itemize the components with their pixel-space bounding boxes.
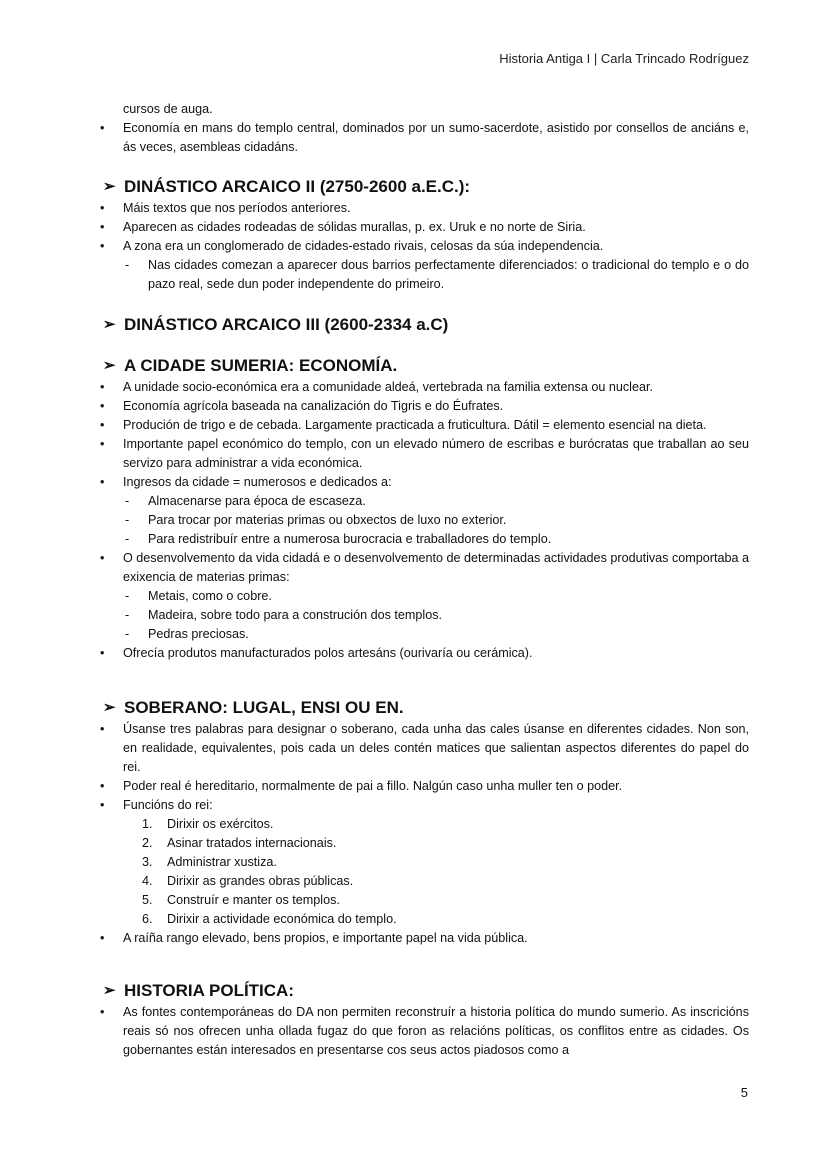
item-text: Construír e manter os templos.	[167, 893, 340, 907]
number-label: 6.	[142, 912, 153, 926]
list-item	[100, 1003, 749, 1060]
bullet-icon: •	[100, 798, 105, 812]
bullet-icon: •	[100, 437, 105, 451]
bullet-icon: •	[100, 201, 105, 215]
list-item	[100, 199, 749, 218]
section-heading	[100, 354, 749, 378]
dash-icon: -	[125, 532, 130, 546]
bullet-icon: •	[100, 220, 105, 234]
sub-item	[100, 606, 749, 625]
numbered-item	[100, 853, 749, 872]
item-text: A raíña rango elevado, bens propios, e importante papel na vida pública.	[123, 931, 528, 945]
page-number: 5	[740, 1085, 748, 1100]
item-text: Madeira, sobre todo para a construción dos templos.	[148, 608, 443, 622]
item-text: Dirixir as grandes obras públicas.	[167, 874, 354, 888]
list-item	[100, 416, 749, 435]
numbered-item	[100, 834, 749, 853]
list-item	[100, 796, 749, 815]
heading-text: DINÁSTICO ARCAICO II (2750-2600 a.E.C.):	[124, 177, 471, 196]
running-header: Historia Antiga I | Carla Trincado Rodríguez	[499, 51, 749, 66]
bullet-icon: •	[100, 551, 105, 565]
section-heading	[100, 175, 749, 199]
item-text: Funcións do rei:	[123, 798, 213, 812]
item-text: Úsanse tres palabras para designar o soberano, cada unha das cales úsanse en diferentes cidades. Non son, en realidade, equivalentes, pois cada un deles contén matices que salientan aspectos diferentes do papel do rei.	[123, 722, 749, 774]
item-text: Almacenarse para época de escaseza.	[148, 494, 366, 508]
dash-icon: -	[125, 513, 130, 527]
dash-icon: -	[125, 494, 130, 508]
list-item	[100, 435, 749, 473]
list-item	[100, 218, 749, 237]
sub-item	[100, 587, 749, 606]
bullet-icon: •	[100, 931, 105, 945]
item-text: Produción de trigo e de cebada. Largamente practicada a fruticultura. Dátil = elemento esencial na dieta.	[123, 418, 707, 432]
heading-text: HISTORIA POLÍTICA:	[124, 981, 294, 1000]
item-text: Pedras preciosas.	[148, 627, 249, 641]
section-heading	[100, 696, 749, 720]
bullet-icon: •	[100, 380, 105, 394]
number-label: 4.	[142, 874, 153, 888]
sub-item	[100, 530, 749, 549]
arrow-icon: ➢	[103, 178, 116, 195]
section-heading	[100, 979, 749, 1003]
numbered-item	[100, 872, 749, 891]
number-label: 2.	[142, 836, 153, 850]
item-text: Asinar tratados internacionais.	[167, 836, 337, 850]
sub-item	[100, 625, 749, 644]
item-text: Aparecen as cidades rodeadas de sólidas murallas, p. ex. Uruk e no norte de Siria.	[123, 220, 586, 234]
list-item	[100, 929, 749, 948]
bullet-icon: •	[100, 646, 105, 660]
dash-icon: -	[125, 627, 130, 641]
item-text: Máis textos que nos períodos anteriores.	[123, 201, 351, 215]
list-item	[100, 777, 749, 796]
list-item	[100, 397, 749, 416]
item-text: Para redistribuír entre a numerosa burocracia e traballadores do templo.	[148, 532, 552, 546]
dash-icon: -	[125, 258, 130, 272]
list-item	[100, 378, 749, 397]
bullet-icon: •	[100, 779, 105, 793]
section-heading	[100, 313, 749, 337]
item-text: Importante papel económico do templo, con un elevado número de escribas e burócratas que traballan ao seu servizo para administrar a vida económica.	[123, 437, 749, 470]
item-text: A unidade socio-económica era a comunidade aldeá, vertebrada na familia extensa ou nuclear.	[123, 380, 653, 394]
list-item	[100, 644, 749, 663]
item-text: O desenvolvemento da vida cidadá e o desenvolvemento de determinadas actividades produtivas comportaba a exixencia de materias primas:	[123, 551, 749, 584]
list-item	[100, 720, 749, 777]
list-item	[100, 237, 749, 256]
numbered-item	[100, 891, 749, 910]
bullet-icon: •	[100, 475, 105, 489]
item-text: Nas cidades comezan a aparecer dous barrios perfectamente diferenciados: o tradicional do templo e o do pazo real, sede dun poder independente do primeiro.	[148, 258, 749, 291]
number-label: 1.	[142, 817, 153, 831]
item-text: Dirixir os exércitos.	[167, 817, 274, 831]
page-body	[100, 100, 749, 1060]
arrow-icon: ➢	[103, 982, 116, 999]
item-text: Ingresos da cidade = numerosos e dedicados a:	[123, 475, 392, 489]
numbered-item	[100, 815, 749, 834]
sub-item	[100, 511, 749, 530]
item-text: Dirixir a actividade económica do templo.	[167, 912, 397, 926]
bullet-icon: •	[100, 121, 105, 135]
number-label: 3.	[142, 855, 153, 869]
sub-item	[100, 492, 749, 511]
bullet-icon: •	[100, 399, 105, 413]
item-text: Administrar xustiza.	[167, 855, 277, 869]
heading-text: DINÁSTICO ARCAICO III (2600-2334 a.C)	[124, 315, 449, 334]
bullet-icon: •	[100, 1005, 105, 1019]
item-text: Ofrecía produtos manufacturados polos artesáns (ourivaría ou cerámica).	[123, 646, 533, 660]
sub-item	[100, 256, 749, 294]
arrow-icon: ➢	[103, 357, 116, 374]
number-label: 5.	[142, 893, 153, 907]
heading-text: SOBERANO: LUGAL, ENSI OU EN.	[124, 698, 404, 717]
dash-icon: -	[125, 608, 130, 622]
dash-icon: -	[125, 589, 130, 603]
bullet-icon: •	[100, 418, 105, 432]
list-item	[100, 473, 749, 492]
item-text: Metais, como o cobre.	[148, 589, 272, 603]
list-item	[100, 549, 749, 587]
bullet-icon: •	[100, 722, 105, 736]
continuation-text: cursos de auga.	[123, 102, 213, 116]
arrow-icon: ➢	[103, 316, 116, 333]
item-text: Economía agrícola baseada na canalización do Tigris e do Éufrates.	[123, 399, 504, 413]
item-text: A zona era un conglomerado de cidades-estado rivais, celosas da súa independencia.	[123, 239, 604, 253]
item-text: Economía en mans do templo central, dominados por un sumo-sacerdote, asistido por consellos de anciáns e, ás veces, asembleas cidadáns.	[123, 121, 749, 154]
arrow-icon: ➢	[103, 699, 116, 716]
item-text: Para trocar por materias primas ou obxectos de luxo no exterior.	[148, 513, 507, 527]
heading-text: A CIDADE SUMERIA: ECONOMÍA.	[124, 356, 398, 375]
item-text: Poder real é hereditario, normalmente de pai a fillo. Nalgún caso unha muller ten o poder.	[123, 779, 623, 793]
item-text: As fontes contemporáneas do DA non permiten reconstruír a historia política do mundo sumerio. As inscricións reais só nos ofrecen unha ollada fugaz do que foron as relacións políticas, os conflitos entre as cidades. Os gobernantes están interesados en presentarse cos seus actos piadosos como a	[123, 1005, 749, 1057]
bullet-icon: •	[100, 239, 105, 253]
numbered-item	[100, 910, 749, 929]
list-item	[100, 119, 749, 157]
